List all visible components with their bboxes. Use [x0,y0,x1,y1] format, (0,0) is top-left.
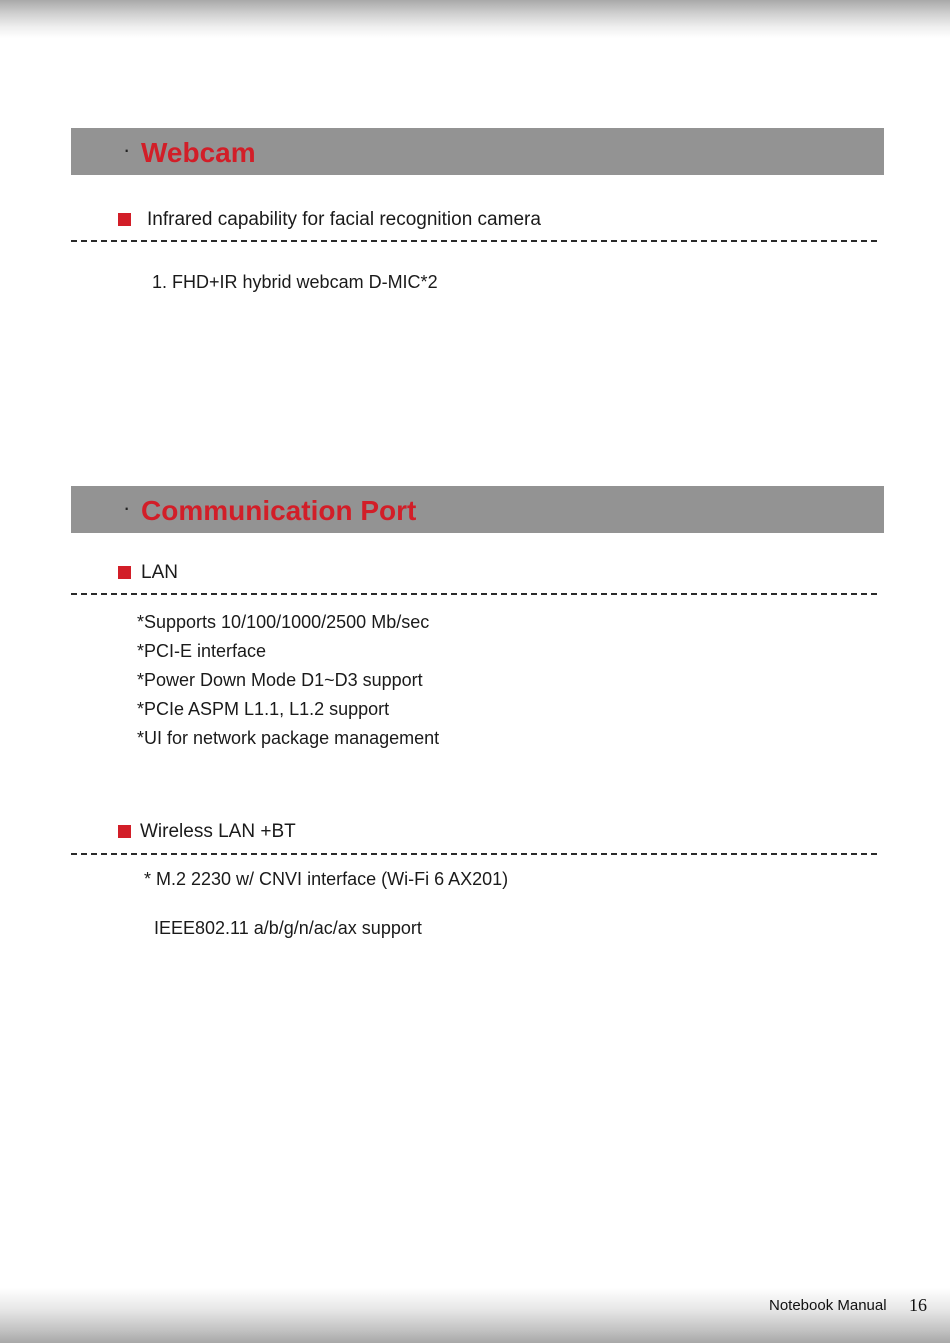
red-square-bullet-icon [118,825,131,838]
communication-section-title: Communication Port [141,495,417,526]
webcam-bullet-label: Infrared capability for facial recognition camera [147,209,541,230]
lan-divider [71,593,877,595]
wireless-item: IEEE802.11 a/b/g/n/ac/ax support [154,918,422,938]
webcam-divider [71,240,877,242]
webcam-section-header [71,128,884,175]
lan-item: *UI for network package management [137,728,440,748]
red-square-bullet-icon [118,566,131,579]
wireless-divider [71,853,877,855]
webcam-item: 1. FHD+IR hybrid webcam D-MIC*2 [152,272,438,292]
top-gradient-band [0,0,950,38]
header-bullet-dot: · [123,137,131,162]
footer-page-number: 16 [909,1295,927,1315]
lan-bullet-label: LAN [141,562,178,583]
lan-item: *PCIe ASPM L1.1, L1.2 support [137,699,390,719]
lan-item: *PCI-E interface [137,641,267,661]
footer-manual-label: Notebook Manual [769,1297,887,1314]
red-square-bullet-icon [118,213,131,226]
header-bullet-dot: · [123,495,131,520]
lan-item: *Power Down Mode D1~D3 support [137,670,423,690]
communication-section-header [71,486,884,533]
wireless-bullet-label: Wireless LAN +BT [140,821,296,842]
webcam-section-title: Webcam [141,137,256,168]
wireless-item: * M.2 2230 w/ CNVI interface (Wi-Fi 6 AX201) [144,869,509,889]
lan-item: *Supports 10/100/1000/2500 Mb/sec [137,612,430,632]
